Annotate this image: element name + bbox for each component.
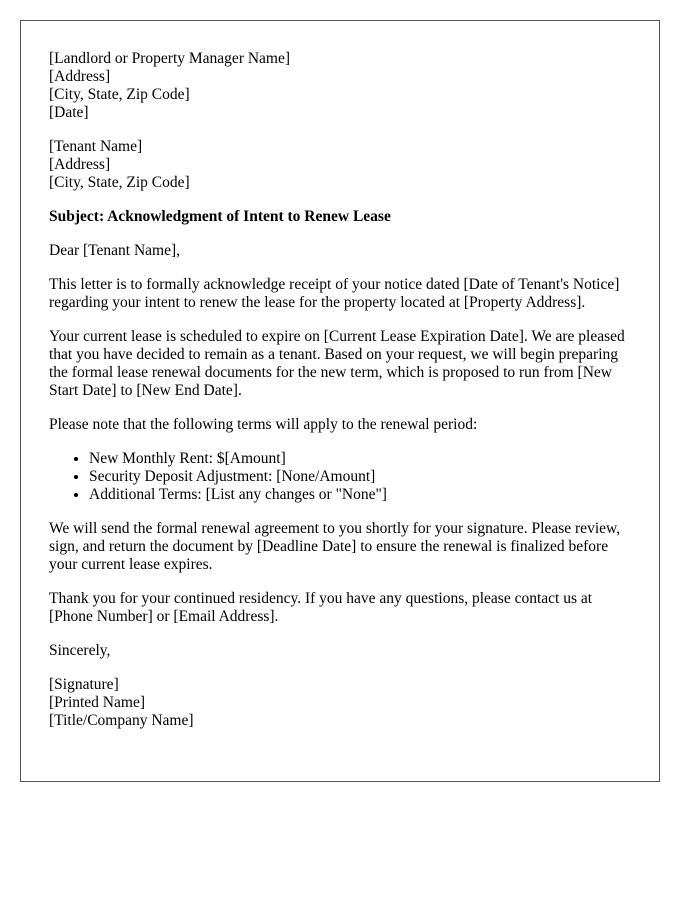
body-paragraph: Thank you for your continued residency. If you have any questions, please contact us at [Phone Number] or [Email Address]. bbox=[49, 590, 593, 625]
signature: [Signature] bbox=[49, 676, 119, 693]
salutation: Dear [Tenant Name], bbox=[49, 242, 181, 259]
letter-date: [Date] bbox=[49, 104, 89, 121]
sender-name: [Landlord or Property Manager Name] bbox=[49, 50, 291, 67]
letter-page bbox=[20, 20, 660, 782]
body-paragraph: Your current lease is scheduled to expire on [Current Lease Expiration Date]. We are pleased that you have decided to remain as a tenant. Based on your request, we will begin preparing the formal lease renewal documents for the new term, which is proposed to run from [New Start Date] to [New End Date]. bbox=[49, 328, 625, 399]
recipient-city-state-zip: [City, State, Zip Code] bbox=[49, 174, 190, 191]
sender-city-state-zip: [City, State, Zip Code] bbox=[49, 86, 190, 103]
term-item: • Additional Terms: [List any changes or "None"] bbox=[89, 486, 631, 504]
recipient-block bbox=[49, 138, 631, 192]
recipient-address: [Address] bbox=[49, 156, 111, 173]
recipient-name: [Tenant Name] bbox=[49, 138, 143, 155]
term-item: • Security Deposit Adjustment: [None/Amount] bbox=[89, 468, 631, 486]
term-item: • New Monthly Rent: $[Amount] bbox=[89, 450, 631, 468]
sender-block bbox=[49, 50, 631, 122]
closing: Sincerely, bbox=[49, 642, 111, 659]
renewal-terms-list bbox=[49, 450, 631, 504]
body-paragraph: This letter is to formally acknowledge receipt of your notice dated [Date of Tenant's Notice] regarding your intent to renew the lease for the property located at [Property Address]. bbox=[49, 276, 620, 311]
signer-title: [Title/Company Name] bbox=[49, 712, 194, 729]
signature-block bbox=[49, 676, 631, 730]
printed-name: [Printed Name] bbox=[49, 694, 145, 711]
body-paragraph: Please note that the following terms will apply to the renewal period: bbox=[49, 416, 478, 433]
subject-line: Subject: Acknowledgment of Intent to Renew Lease bbox=[49, 208, 391, 225]
body-paragraph: We will send the formal renewal agreement to you shortly for your signature. Please review, sign, and return the document by [Deadline Date] to ensure the renewal is finalized before your current lease expires. bbox=[49, 520, 621, 573]
sender-address: [Address] bbox=[49, 68, 111, 85]
